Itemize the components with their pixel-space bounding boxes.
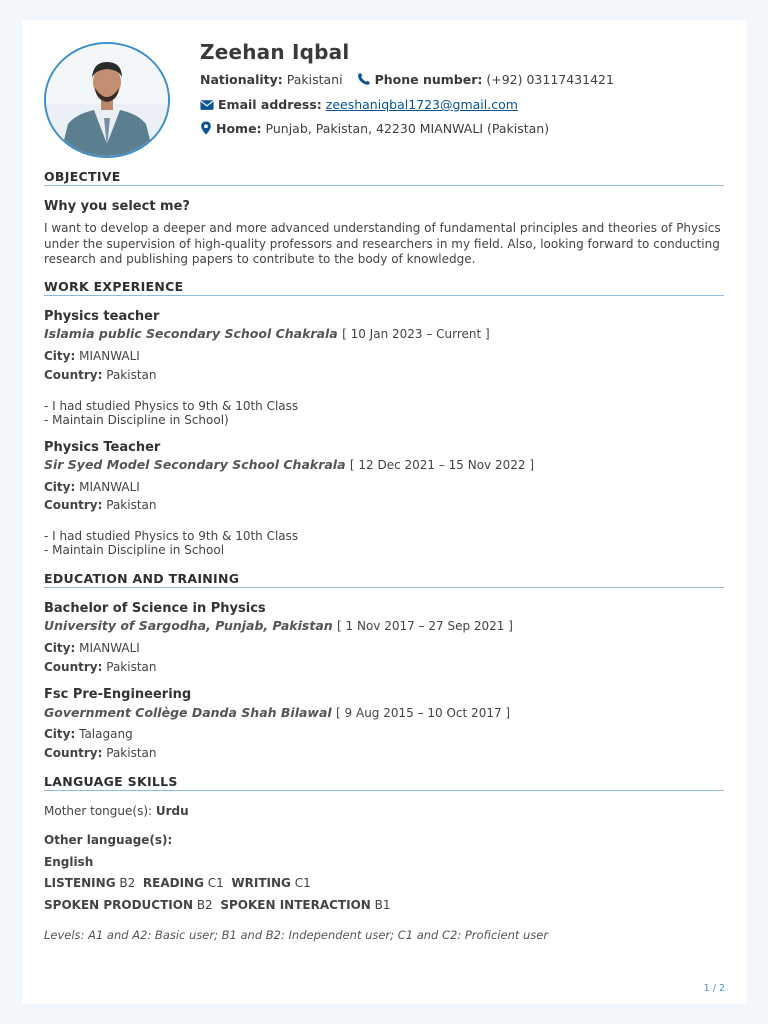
envelope-icon <box>200 99 214 111</box>
education-heading: EDUCATION AND TRAINING <box>44 571 724 588</box>
email-link[interactable]: zeeshaniqbal1723@gmail.com <box>325 97 518 112</box>
job-organization <box>44 326 490 341</box>
languages-heading: LANGUAGE SKILLS <box>44 774 724 791</box>
email-label: Email address: <box>218 97 322 112</box>
job-city: City: MIANWALI <box>44 349 140 363</box>
degree-dates: [ 1 Nov 2017 – 27 Sep 2021 ] <box>337 619 513 633</box>
person-photo-icon <box>46 44 168 156</box>
degree-country: Country: Pakistan <box>44 660 157 674</box>
degree-country: Country: Pakistan <box>44 746 157 760</box>
degree-title: Fsc Pre-Engineering <box>44 687 192 702</box>
job-organization <box>44 457 534 472</box>
job-bullet: - Maintain Discipline in School <box>44 543 225 557</box>
home-value: Punjab, Pakistan, 42230 MIANWALI (Pakistan) <box>265 121 550 136</box>
job-country: Country: Pakistan <box>44 368 157 382</box>
degree-institution <box>44 618 513 633</box>
job-city: City: MIANWALI <box>44 480 140 494</box>
institution-name: Government Collège Danda Shah Bilawal <box>44 705 332 720</box>
other-languages-label: Other language(s): <box>44 833 173 847</box>
nationality-label: Nationality: <box>200 72 283 87</box>
nationality-value: Pakistani <box>286 72 343 87</box>
levels-note: Levels: A1 and A2: Basic user; B1 and B2: Independent user; C1 and C2: Proficient user <box>44 928 549 942</box>
job-dates: [ 12 Dec 2021 – 15 Nov 2022 ] <box>349 458 535 472</box>
job-title: Physics Teacher <box>44 440 161 455</box>
language-spoken-row: SPOKEN PRODUCTION B2 SPOKEN INTERACTION B1 <box>44 898 391 912</box>
phone-label: Phone number: <box>374 72 483 87</box>
language-levels-row: LISTENING B2 READING C1 WRITING C1 <box>44 876 311 890</box>
job-title: Physics teacher <box>44 309 160 324</box>
objective-subheading: Why you select me? <box>44 199 190 214</box>
degree-institution <box>44 705 510 720</box>
degree-dates: [ 9 Aug 2015 – 10 Oct 2017 ] <box>336 706 511 720</box>
language-name: English <box>44 855 94 869</box>
mother-tongue: Mother tongue(s): Urdu <box>44 804 189 818</box>
job-org-name: Islamia public Secondary School Chakrala <box>44 326 338 341</box>
job-country: Country: Pakistan <box>44 498 157 512</box>
home-line <box>200 121 549 136</box>
job-dates: [ 10 Jan 2023 – Current ] <box>342 327 490 341</box>
map-pin-icon <box>200 121 212 135</box>
objective-heading: OBJECTIVE <box>44 169 724 186</box>
profile-photo <box>44 42 170 158</box>
phone-value: (+92) 03117431421 <box>486 72 614 87</box>
job-bullet: - Maintain Discipline in School) <box>44 413 229 427</box>
degree-title: Bachelor of Science in Physics <box>44 601 266 616</box>
institution-name: University of Sargodha, Punjab, Pakistan <box>44 618 333 633</box>
cv-page <box>22 20 747 1004</box>
candidate-name: Zeehan Iqbal <box>200 40 350 64</box>
nationality-phone-line <box>200 72 614 87</box>
degree-city: City: MIANWALI <box>44 641 140 655</box>
degree-city: City: Talagang <box>44 727 133 741</box>
phone-icon <box>357 72 371 86</box>
objective-text: I want to develop a deeper and more advanced understanding of fundamental principles and theories of Physics under the supervision of high-quality professors and researchers in my field. Also, looking forward to conducting research and publishing papers to contribute to the body of knowledge. <box>44 221 721 266</box>
job-bullet: - I had studied Physics to 9th & 10th Class <box>44 399 299 413</box>
home-label: Home: <box>216 121 262 136</box>
email-line <box>200 97 518 112</box>
work-heading: WORK EXPERIENCE <box>44 279 724 296</box>
job-org-name: Sir Syed Model Secondary School Chakrala <box>44 457 346 472</box>
page-number: 1 / 2 <box>703 983 725 994</box>
job-bullet: - I had studied Physics to 9th & 10th Class <box>44 529 299 543</box>
